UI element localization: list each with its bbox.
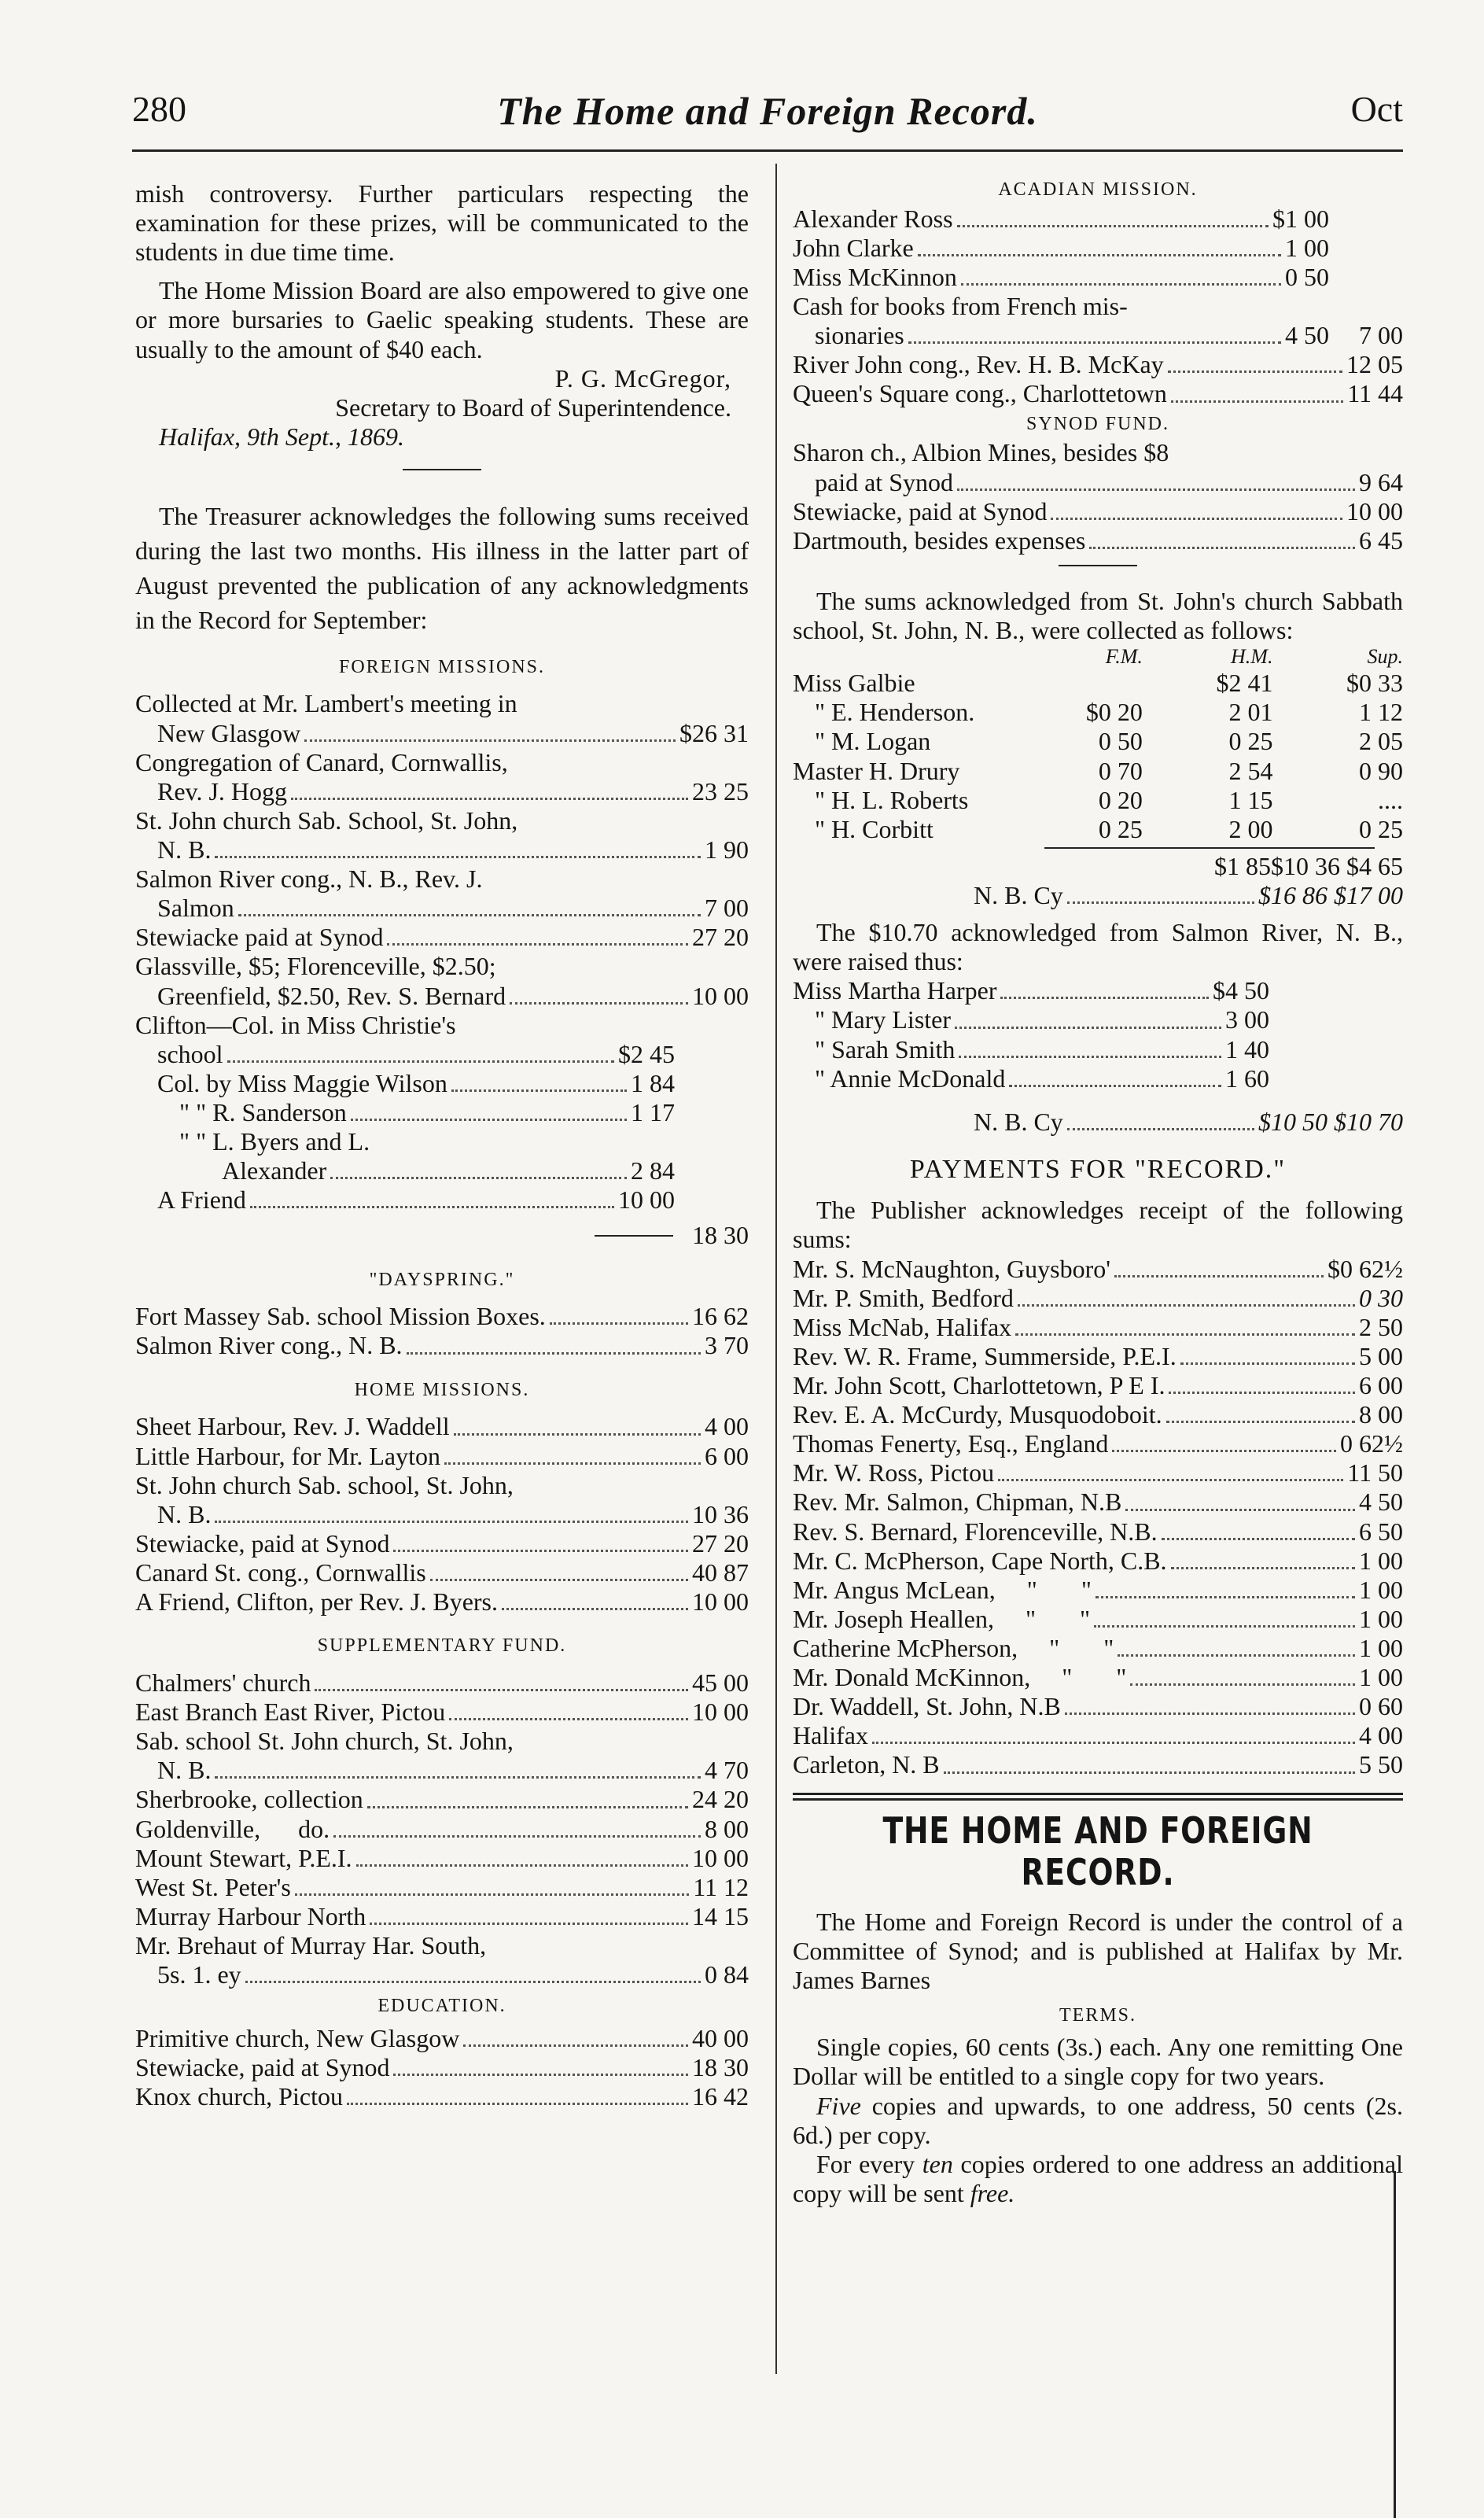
list-item: " " L. Byers and L.	[179, 1127, 370, 1156]
record-heading: THE HOME AND FOREIGN RECORD.	[882, 1808, 1313, 1893]
double-rule	[793, 1793, 1403, 1801]
list-item: Collected at Mr. Lambert's meeting in	[135, 689, 517, 718]
table-row: " M. Logan 0 50 0 25 2 05	[815, 727, 1403, 756]
table-row: " H. Corbitt 0 25 2 00 0 25	[815, 814, 1403, 843]
section-separator	[1059, 565, 1137, 566]
treasurer-paragraph: The Treasurer acknowledges the following sums received during the last two months. His illness in the latter part of August prevented the publication of any acknowledgments in the Record for September:	[135, 501, 749, 635]
education-heading: EDUCATION.	[377, 1996, 506, 2017]
table-total: $1 85$10 36 $4 65	[1214, 851, 1403, 880]
table-rule	[1044, 847, 1375, 849]
list-item: paid at Synod 9 64	[815, 467, 1403, 496]
home-missions-heading: HOME MISSIONS.	[354, 1379, 530, 1400]
list-item: Carleton, N. B 5 50	[793, 1750, 1403, 1779]
list-item: Mr. John Scott, Charlottetown, P E I. 6 00	[793, 1370, 1403, 1399]
signature-date: Halifax, 9th Sept., 1869.	[159, 422, 404, 451]
page-number: 280	[132, 89, 186, 129]
list-item: " Sarah Smith 1 40	[815, 1034, 1269, 1064]
acadian-mission-heading: ACADIAN MISSION.	[998, 179, 1198, 200]
table-header: F.M. H.M. Sup.	[1105, 645, 1403, 669]
list-item: Cash for books from French mis-	[793, 292, 1128, 321]
bursary-paragraph: The Home Mission Board are also empowered to give one or more bursaries to Gaelic speaking students. These are usually to the amount of $40 each.	[135, 276, 749, 363]
list-item: Clifton—Col. in Miss Christie's	[135, 1010, 456, 1039]
list-item: Sheet Harbour, Rev. J. Waddell 4 00	[135, 1412, 749, 1441]
foreign-total: 18 30	[135, 1221, 749, 1250]
list-item: River John cong., Rev. H. B. McKay 12 05	[793, 350, 1403, 379]
list-item: Dartmouth, besides expenses 6 45	[793, 525, 1403, 555]
salmon-paragraph: The $10.70 acknowledged from Salmon River, N. B., were raised thus:	[793, 918, 1403, 976]
payments-intro: The Publisher acknowledges receipt of the following sums:	[793, 1196, 1403, 1254]
list-item: Stewiacke, paid at Synod 27 20	[135, 1528, 749, 1558]
right-column	[793, 179, 1403, 2208]
list-item: Little Harbour, for Mr. Layton 6 00	[135, 1441, 749, 1470]
terms-five-copies: Five copies and upwards, to one address, 50 cents (2s. 6d.) per copy.	[793, 2091, 1403, 2149]
list-item: Miss Martha Harper $4 50	[793, 976, 1269, 1005]
list-item: Miss McKinnon 0 50	[793, 263, 1329, 292]
intro-paragraph: mish controversy. Further particulars respecting the examination for these prizes, will be communicated to the students in due time time.	[135, 179, 749, 267]
list-item: sionaries 4 50 7 00	[815, 321, 1403, 350]
payments-heading: PAYMENTS FOR "RECORD."	[909, 1154, 1287, 1184]
list-item: N. B. 4 70	[157, 1756, 749, 1785]
header-month: Oct	[1350, 89, 1403, 129]
list-item: Catherine McPherson, " " 1 00	[793, 1633, 1403, 1662]
list-item: Rev. J. Hogg 23 25	[157, 776, 749, 806]
list-item: Mr. Joseph Heallen, " " 1 00	[793, 1604, 1403, 1633]
list-item: Murray Harbour North 14 15	[135, 1901, 749, 1930]
list-item: John Clarke 1 00	[793, 233, 1329, 262]
list-item: Miss McNab, Halifax 2 50	[793, 1312, 1403, 1341]
list-item: Mr. Donald McKinnon, " " 1 00	[793, 1663, 1403, 1692]
list-item: N. B. 1 90	[157, 835, 749, 864]
table-total-cy: N. B. Cy $16 86 $17 00	[974, 881, 1403, 909]
table-row: " H. L. Roberts 0 20 1 15 ....	[815, 785, 1403, 814]
list-item: Mr. Angus McLean, " " 1 00	[793, 1575, 1403, 1604]
foreign-missions-heading: FOREIGN MISSIONS.	[338, 656, 546, 677]
list-item: A Friend 10 00	[157, 1185, 675, 1215]
list-item: N. B. 10 36	[157, 1499, 749, 1528]
list-item: 5s. 1. ey 0 84	[157, 1960, 749, 1989]
list-item: Mr. W. Ross, Pictou 11 50	[793, 1458, 1403, 1488]
terms-heading: TERMS.	[1059, 2004, 1136, 2026]
list-item: West St. Peter's 11 12	[135, 1872, 749, 1901]
page-header	[132, 88, 1403, 151]
list-item: Glassville, $5; Florenceville, $2.50;	[135, 952, 496, 981]
school-collection-table	[793, 645, 1403, 844]
list-item: Dr. Waddell, St. John, N.B 0 60	[793, 1692, 1403, 1721]
table-row: Miss Galbie $2 41 $0 33	[793, 669, 1403, 698]
synod-fund-heading: SYNOD FUND.	[1026, 413, 1170, 434]
header-rule	[132, 149, 1403, 152]
column-divider	[775, 164, 777, 2374]
list-item: Col. by Miss Maggie Wilson 1 84	[157, 1068, 675, 1097]
list-item: Rev. W. R. Frame, Summerside, P.E.I. 5 00	[793, 1341, 1403, 1370]
list-item: " Annie McDonald 1 60	[815, 1064, 1269, 1093]
table-row: Master H. Drury 0 70 2 54 0 90	[793, 756, 1403, 785]
list-item: Mr. C. McPherson, Cape North, C.B. 1 00	[793, 1546, 1403, 1575]
list-item: St. John church Sab. school, St. John,	[135, 1470, 514, 1499]
list-item: Stewiacke, paid at Synod 18 30	[135, 2053, 749, 2082]
list-item: Salmon River cong., N. B. 3 70	[135, 1331, 749, 1360]
list-item: Rev. S. Bernard, Florenceville, N.B. 6 50	[793, 1517, 1403, 1546]
list-item: Rev. E. A. McCurdy, Musquodoboit. 8 00	[793, 1400, 1403, 1429]
terms-single-copies: Single copies, 60 cents (3s.) each. Any one remitting One Dollar will be entitled to a single copy for two years.	[793, 2033, 1403, 2091]
list-item: Mr. P. Smith, Bedford 0 30	[793, 1283, 1403, 1312]
list-item: Sharon ch., Albion Mines, besides $8	[793, 438, 1169, 467]
list-item: Primitive church, New Glasgow 40 00	[135, 2024, 749, 2053]
list-item: Stewiacke paid at Synod 27 20	[135, 923, 749, 952]
list-item: Halifax 4 00	[793, 1721, 1403, 1750]
list-item: school $2 45	[157, 1039, 675, 1068]
list-item: Rev. Mr. Salmon, Chipman, N.B 4 50	[793, 1488, 1403, 1517]
list-item: New Glasgow $26 31	[157, 718, 749, 747]
list-item: Greenfield, $2.50, Rev. S. Bernard 10 00	[157, 981, 749, 1010]
list-item: " " R. Sanderson 1 17	[179, 1097, 675, 1126]
page-edge-line	[1394, 2171, 1396, 2518]
supplementary-fund-heading: SUPPLEMENTARY FUND.	[317, 1635, 567, 1657]
list-item: Goldenville, do. 8 00	[135, 1814, 749, 1843]
list-item: Salmon 7 00	[157, 894, 749, 923]
signature-name: P. G. McGregor,	[554, 363, 731, 393]
dayspring-heading: "DAYSPRING."	[369, 1269, 515, 1290]
list-item: St. John church Sab. School, St. John,	[135, 806, 518, 835]
list-item: Sab. school St. John church, St. John,	[135, 1727, 514, 1756]
list-item: Chalmers' church 45 00	[135, 1668, 749, 1697]
table-row: " E. Henderson. $0 20 2 01 1 12	[815, 698, 1403, 727]
list-item: Sherbrooke, collection 24 20	[135, 1785, 749, 1814]
list-item: Mr. S. McNaughton, Guysboro' $0 62½	[793, 1254, 1403, 1283]
list-item: Canard St. cong., Cornwallis 40 87	[135, 1558, 749, 1587]
left-column	[135, 179, 749, 2111]
journal-title: The Home and Foreign Record.	[497, 89, 1038, 133]
list-item: Salmon River cong., N. B., Rev. J.	[135, 865, 483, 894]
sums-paragraph: The sums acknowledged from St. John's church Sabbath school, St. John, N. B., were collected as follows:	[793, 586, 1403, 644]
list-item: Mount Stewart, P.E.I. 10 00	[135, 1843, 749, 1872]
list-item: Fort Massey Sab. school Mission Boxes. 16 62	[135, 1302, 749, 1331]
list-item: Stewiacke, paid at Synod 10 00	[793, 496, 1403, 525]
list-item: Knox church, Pictou 16 42	[135, 2082, 749, 2111]
list-item: Alexander Ross $1 00	[793, 204, 1329, 233]
terms-ten-copies: For every ten copies ordered to one address an additional copy will be sent free.	[793, 2149, 1404, 2207]
list-item: " Mary Lister 3 00	[815, 1005, 1269, 1034]
list-item: Congregation of Canard, Cornwallis,	[135, 747, 508, 776]
list-item: Mr. Brehaut of Murray Har. South,	[135, 1930, 487, 1959]
list-item: Queen's Square cong., Charlottetown 11 44	[793, 379, 1403, 408]
list-item: East Branch East River, Pictou 10 00	[135, 1698, 749, 1727]
record-paragraph: The Home and Foreign Record is under the control of a Committee of Synod; and is published at Halifax by Mr. James Barnes	[793, 1908, 1403, 1995]
list-item: Alexander 2 84	[222, 1156, 675, 1185]
list-item: Thomas Fenerty, Esq., England 0 62½	[793, 1429, 1403, 1458]
signature-title: Secretary to Board of Superintendence.	[335, 393, 731, 422]
list-item: A Friend, Clifton, per Rev. J. Byers. 10 00	[135, 1587, 749, 1617]
salmon-total: N. B. Cy $10 50 $10 70	[974, 1107, 1403, 1136]
section-separator	[403, 469, 481, 470]
